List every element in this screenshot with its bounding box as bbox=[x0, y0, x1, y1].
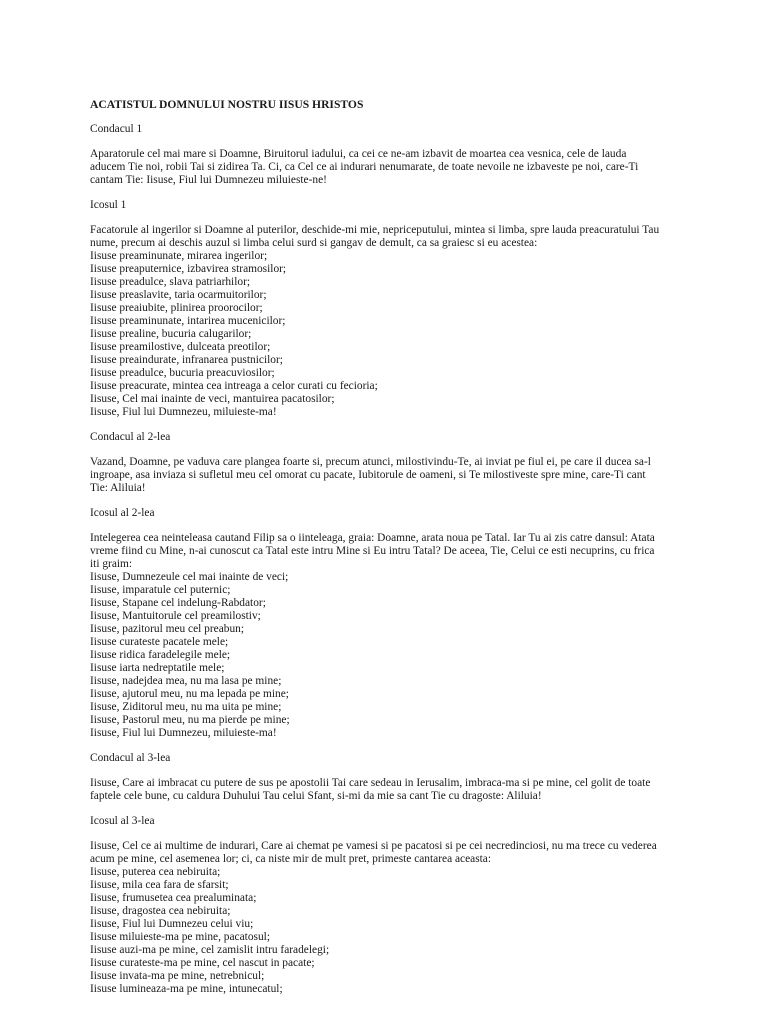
section-paragraph bbox=[90, 148, 690, 187]
text-line: Iisuse, Fiul lui Dumnezeu, miluieste-ma! bbox=[90, 406, 277, 418]
section-paragraph bbox=[90, 532, 690, 740]
text-line: cantam Tie: Iisuse, Fiul lui Dumnezeu miluieste-ne! bbox=[90, 174, 327, 186]
document-body bbox=[90, 98, 690, 1008]
text-line: Iisuse preaminunate, mirarea ingerilor; bbox=[90, 250, 268, 262]
text-line: Iisuse preadulce, bucuria preacuviosilor; bbox=[90, 367, 275, 379]
text-line: Iisuse, dragostea cea nebiruita; bbox=[90, 905, 231, 917]
text-line: Iisuse preaindurate, infranarea pustnicilor; bbox=[90, 354, 283, 366]
text-line: Facatorule al ingerilor si Doamne al puterilor, deschide-mi mie, nepriceputului, mintea si limba, spre lauda preacuratului Tau bbox=[90, 224, 660, 236]
text-line: Iisuse preacurate, mintea cea intreaga a celor curati cu fecioria; bbox=[90, 380, 378, 392]
section-paragraph bbox=[90, 777, 690, 803]
text-line: Iisuse, Fiul lui Dumnezeu, miluieste-ma! bbox=[90, 727, 277, 739]
text-line: Vazand, Doamne, pe vaduva care plangea foarte si, precum atunci, milostivindu-Te, ai inviat pe fiul ei, pe care il ducea sa-l bbox=[90, 456, 651, 468]
section-heading: Condacul al 3-lea bbox=[90, 752, 171, 764]
text-line: Iisuse, Fiul lui Dumnezeu celui viu; bbox=[90, 918, 254, 930]
text-line: Iisuse, Pastorul meu, nu ma pierde pe mine; bbox=[90, 714, 290, 726]
text-line: nume, precum ai deschis auzul si limba celui surd si gangav de demult, ca sa graiesc si eu acestea: bbox=[90, 237, 538, 249]
text-line: Iisuse curateste-ma pe mine, cel nascut in pacate; bbox=[90, 957, 315, 969]
section-paragraph bbox=[90, 224, 690, 419]
text-line: Iisuse, Cel mai inainte de veci, mantuirea pacatosilor; bbox=[90, 393, 335, 405]
text-line: Iisuse preaputernice, izbavirea stramosilor; bbox=[90, 263, 287, 275]
text-line: Iisuse, pazitorul meu cel preabun; bbox=[90, 623, 245, 635]
text-line: Iisuse, ajutorul meu, nu ma lepada pe mine; bbox=[90, 688, 289, 700]
text-line: Iisuse, Care ai imbracat cu putere de sus pe apostolii Tai care sedeau in Ierusalim, imbraca-ma si pe mine, cel golit de toate bbox=[90, 777, 651, 789]
section-heading: Condacul al 2-lea bbox=[90, 431, 171, 443]
text-line: Iisuse, Mantuitorule cel preamilostiv; bbox=[90, 610, 261, 622]
text-line: Iisuse preadulce, slava patriarhilor; bbox=[90, 276, 251, 288]
text-line: Iisuse lumineaza-ma pe mine, intunecatul; bbox=[90, 983, 283, 995]
section-heading: Icosul 1 bbox=[90, 199, 127, 211]
text-line: Iisuse preaminunate, intarirea mucenicilor; bbox=[90, 315, 286, 327]
text-line: Iisuse, Stapane cel indelung-Rabdator; bbox=[90, 597, 266, 609]
text-line: Iisuse invata-ma pe mine, netrebnicul; bbox=[90, 970, 265, 982]
text-line: ingroape, asa inviaza si sufletul meu cel omorat cu pacate, Iubitorule de oameni, si Te milostiveste spre mine, care-Ti cant bbox=[90, 469, 646, 481]
text-line: Iisuse, mila cea fara de sfarsit; bbox=[90, 879, 229, 891]
text-line: vreme fiind cu Mine, n-ai cunoscut ca Tatal este intru Mine si Eu intru Tatal? De aceea, Tie, Celui ce esti necuprins, cu frica bbox=[90, 545, 655, 557]
section-paragraph bbox=[90, 456, 690, 495]
text-line: Iisuse, imparatule cel puternic; bbox=[90, 584, 231, 596]
text-line: Aparatorule cel mai mare si Doamne, Biruitorul iadului, ca cei ce ne-am izbavit de moartea cea vesnica, cele de lauda bbox=[90, 148, 627, 160]
text-line: Intelegerea cea neinteleasa cautand Filip sa o iinteleaga, graia: Doamne, arata noua pe Tatal. Iar Tu ai zis catre dansul: Atata bbox=[90, 532, 655, 544]
text-line: Iisuse prealine, bucuria calugarilor; bbox=[90, 328, 252, 340]
text-line: Iisuse ridica faradelegile mele; bbox=[90, 649, 231, 661]
text-line: Iisuse, puterea cea nebiruita; bbox=[90, 866, 221, 878]
text-line: iti graim: bbox=[90, 558, 133, 570]
text-line: aducem Tie noi, robii Tai si zidirea Ta. Ci, ca Cel ce ai indurari nenumarate, de toate nevoile ne izbaveste pe noi, care-Ti bbox=[90, 161, 639, 173]
text-line: Iisuse, Cel ce ai multime de indurari, Care ai chemat pe vamesi si pe pacatosi si pe cei necredinciosi, nu ma trece cu vederea bbox=[90, 840, 657, 852]
text-line: Iisuse preamilostive, dulceata preotilor; bbox=[90, 341, 271, 353]
section-heading: Condacul 1 bbox=[90, 123, 143, 135]
text-line: Tie: Aliluia! bbox=[90, 482, 146, 494]
text-line: Iisuse auzi-ma pe mine, cel zamislit intru faradelegi; bbox=[90, 944, 330, 956]
text-line: Iisuse curateste pacatele mele; bbox=[90, 636, 229, 648]
text-line: Iisuse, Ziditorul meu, nu ma uita pe mine; bbox=[90, 701, 282, 713]
section-heading: Icosul al 3-lea bbox=[90, 815, 155, 827]
text-line: Iisuse, Dumnezeule cel mai inainte de veci; bbox=[90, 571, 289, 583]
text-line: Iisuse, nadejdea mea, nu ma lasa pe mine; bbox=[90, 675, 282, 687]
text-line: Iisuse preaslavite, taria ocarmuitorilor; bbox=[90, 289, 267, 301]
section-heading: Icosul al 2-lea bbox=[90, 507, 155, 519]
text-line: Iisuse, frumusetea cea prealuminata; bbox=[90, 892, 257, 904]
document-title: ACATISTUL DOMNULUI NOSTRU IISUS HRISTOS bbox=[90, 98, 364, 111]
section-paragraph bbox=[90, 840, 690, 996]
text-line: Iisuse miluieste-ma pe mine, pacatosul; bbox=[90, 931, 270, 943]
text-line: Iisuse iarta nedreptatile mele; bbox=[90, 662, 225, 674]
text-line: faptele cele bune, cu caldura Duhului Tau celui Sfant, si-mi da mie sa cant Tie cu dragoste: Aliluia! bbox=[90, 790, 542, 802]
text-line: Iisuse preaiubite, plinirea proorocilor; bbox=[90, 302, 263, 314]
text-line: acum pe mine, cel asemenea lor; ci, ca niste mir de mult pret, primeste cantarea aceasta: bbox=[90, 853, 492, 865]
